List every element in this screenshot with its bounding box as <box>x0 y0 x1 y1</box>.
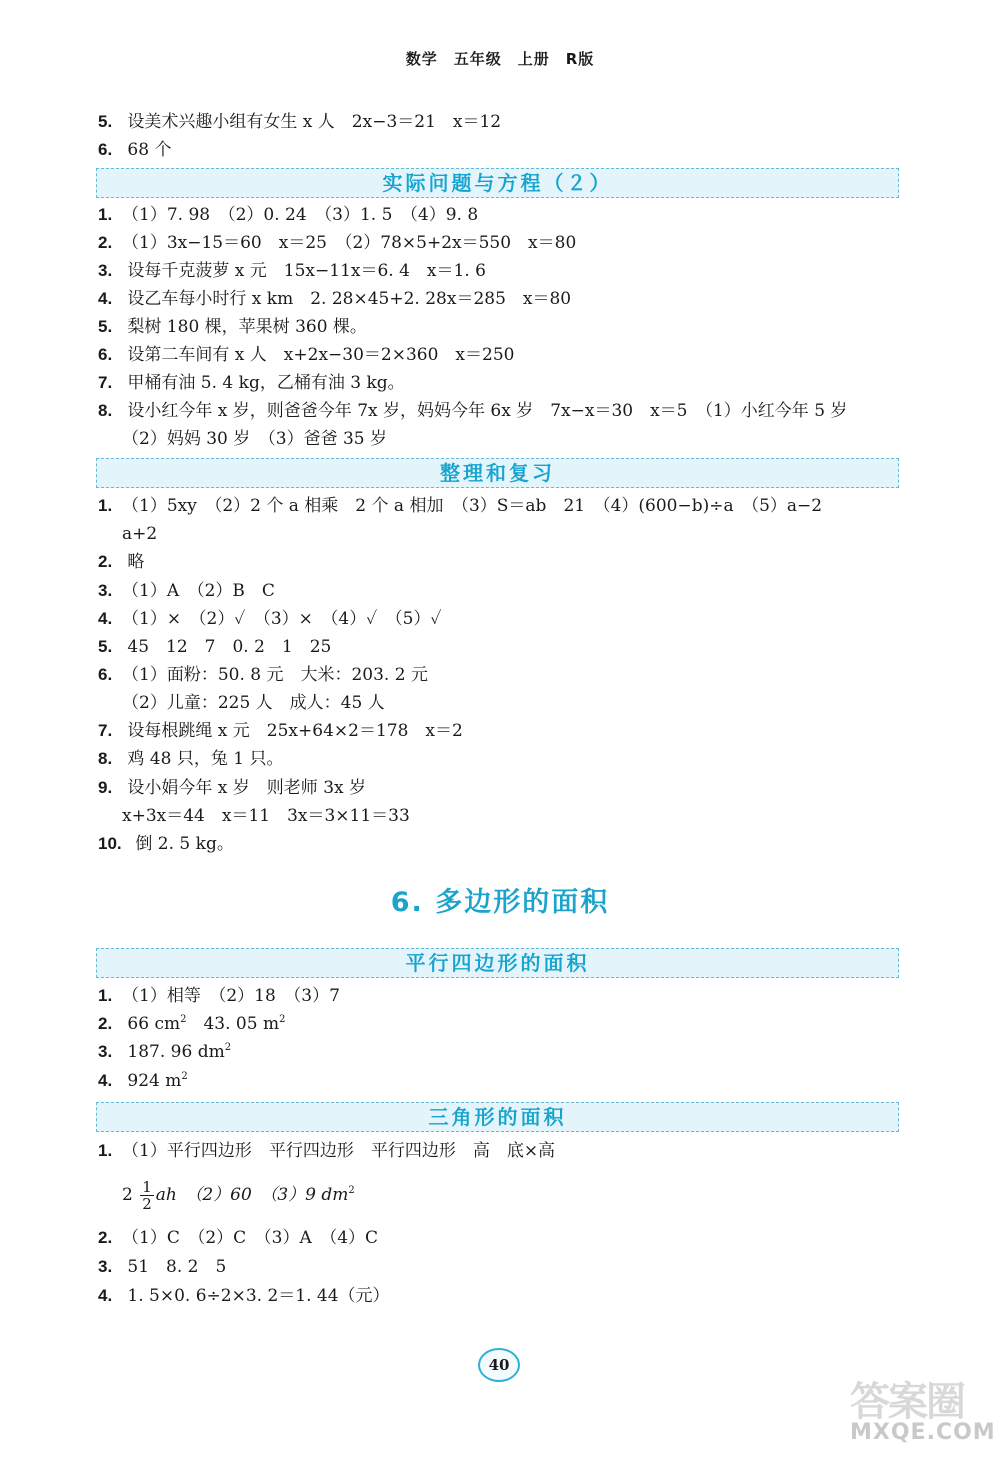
answer-line: 4. 924 $m^2$ <box>98 1071 188 1091</box>
answer-line: 1. （1）相等 （2）18 （3）7 <box>98 986 340 1006</box>
answer-line: 4. 设乙车每小时行 x km 2. 28×45+2. 28x＝285 x＝80 <box>98 289 572 309</box>
answer-line: 7. 甲桶有油 5. 4 kg，乙桶有油 3 kg。 <box>98 373 405 393</box>
answer-line-continued: a+2 <box>122 524 158 544</box>
answer-line-continued: （2）妈妈 30 岁 （3）爸爸 35 岁 <box>122 429 388 449</box>
answer-line: 2. 66 $cm^2$ 43. 05 $m^2$ <box>98 1014 286 1034</box>
answer-line: 3. 187. 96 $dm^2$ <box>98 1042 232 1062</box>
answer-line: 6. 设第二车间有 x 人 x+2x−30＝2×360 x＝250 <box>98 345 515 365</box>
answer-line: 5. 梨树 180 棵，苹果树 360 棵。 <box>98 317 367 337</box>
section-banner: 实际问题与方程（２） <box>96 168 899 198</box>
answer-line: 10. 倒 2. 5 kg。 <box>98 834 234 854</box>
answer-line: 4. （1）× （2）✓ （3）× （4）✓ （5）✓ <box>98 609 442 629</box>
answer-line: 6. （1）面粉：50. 8 元 大米：203. 2 元 <box>98 665 428 685</box>
answer-line: 8. 鸡 48 只，兔 1 只。 <box>98 749 284 769</box>
answer-line-continued: （2）儿童：225 人 成人：45 人 <box>122 693 385 713</box>
answer-line: 3. （1）A （2）B C <box>98 581 275 601</box>
fraction: $\frac{1}{2}$ <box>142 1178 152 1213</box>
chapter-title: 6. 多边形的面积 <box>390 887 610 918</box>
answer-line: 1. （1）5xy （2）2 个 a 相乘 2 个 a 相加 （3）S＝ab 21 （4）(600−b)÷a （5）a−2 <box>98 496 823 516</box>
answer-line: 1. （1）7. 98 （2）0. 24 （3）1. 5 （4）9. 8 <box>98 205 479 225</box>
section-banner: 整理和复习 <box>96 458 899 488</box>
answer-line: 7. 设每根跳绳 x 元 25x+64×2＝178 x＝2 <box>98 721 463 741</box>
answer-line-continued: x+3x＝44 x＝11 3x＝3×11＝33 <box>122 806 410 826</box>
answer-line: 5. 45 12 7 0. 2 1 25 <box>98 637 332 657</box>
answer-line: 1. （1）平行四边形 平行四边形 平行四边形 高 底×高 <box>98 1141 556 1161</box>
answer-line: 2. 略 <box>98 552 145 572</box>
answer-line: 9. 设小娟今年 x 岁 则老师 3x 岁 <box>98 778 367 798</box>
section-banner: 平行四边形的面积 <box>96 948 899 978</box>
answer-line: 2. （1）C （2）C （3）A （4）C <box>98 1228 379 1248</box>
answer-line-continued: 2 $\frac{1}{2}$ ah （2）60 （3）9 $dm^2$ <box>122 1178 355 1213</box>
watermark-logo: 答案圈 MXQE.COM <box>850 1379 996 1445</box>
page-number: 40 <box>478 1348 520 1382</box>
answer-line: 3. 51 8. 2 5 <box>98 1257 227 1277</box>
answer-line: 4. 1. 5×0. 6÷2×3. 2＝1. 44（元） <box>98 1286 390 1306</box>
page-header: 数学 五年级 上册 R版 <box>405 50 595 68</box>
answer-line: 8. 设小红今年 x 岁，则爸爸今年 7x 岁，妈妈今年 6x 岁 7x−x＝30 x＝5 （1）小红今年 5 岁 <box>98 401 848 421</box>
section-banner: 三角形的面积 <box>96 1102 899 1132</box>
answer-line: 6. 68 个 <box>98 140 172 160</box>
answer-line: 2. （1）3x−15＝60 x＝25 （2）78×5+2x＝550 x＝80 <box>98 233 577 253</box>
answer-line: 5. 设美术兴趣小组有女生 x 人 2x−3＝21 x＝12 <box>98 112 502 132</box>
answer-line: 3. 设每千克菠萝 x 元 15x−11x＝6. 4 x＝1. 6 <box>98 261 486 281</box>
